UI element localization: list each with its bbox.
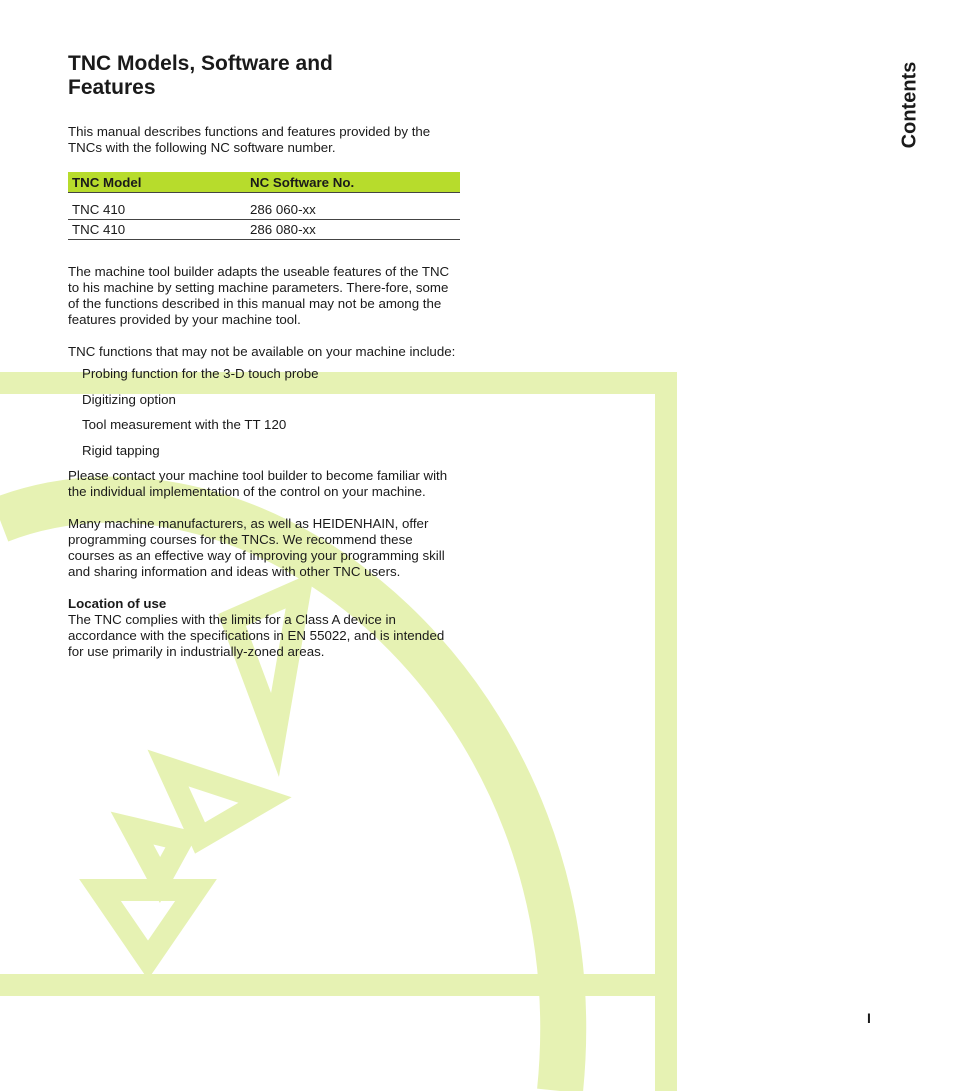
list-item: Tool measurement with the TT 120 bbox=[82, 417, 287, 432]
intro-paragraph: This manual describes functions and features provided by the TNCs with the following NC software number. bbox=[68, 124, 431, 155]
location-heading: Location of use bbox=[68, 596, 167, 611]
table-cell-model: TNC 410 bbox=[68, 193, 246, 220]
page-title: TNC Models, Software and Features bbox=[68, 52, 333, 99]
page-number: I bbox=[867, 1010, 871, 1026]
functions-paragraph: TNC functions that may not be available on your machine include: bbox=[68, 344, 456, 359]
table-cell-software: 286 060-xx bbox=[246, 193, 460, 220]
main-content bbox=[68, 52, 460, 676]
side-tab-label: Contents bbox=[898, 61, 921, 149]
list-item: Digitizing option bbox=[82, 391, 176, 407]
builder-paragraph: The machine tool builder adapts the useable features of the TNC to his machine by setting machine parameters. There-fore, some of the functions described in this manual may not be among the features provided by your machine tool. bbox=[68, 264, 450, 327]
list-item: Rigid tapping bbox=[82, 442, 160, 458]
list-item: Probing function for the 3-D touch probe bbox=[82, 366, 319, 381]
feature-list bbox=[68, 366, 460, 459]
location-paragraph: The TNC complies with the limits for a Class A device in accordance with the specifications in EN 55022, and is intended for use primarily in industrially-zoned areas. bbox=[68, 612, 445, 659]
contents-side-tab bbox=[897, 50, 923, 160]
table-cell-model: TNC 410 bbox=[68, 220, 246, 240]
courses-paragraph: Many machine manufacturers, as well as HEIDENHAIN, offer programming courses for the TNCs. We recommend these courses as an effective way of improving your programming skill and sharing information and ideas with other TNC users. bbox=[68, 516, 445, 579]
table-header-model: TNC Model bbox=[68, 172, 246, 193]
table-row bbox=[68, 220, 460, 240]
table-header-row bbox=[68, 172, 460, 193]
table-cell-software: 286 080-xx bbox=[246, 220, 460, 240]
table-header-software: NC Software No. bbox=[246, 172, 460, 193]
contact-paragraph: Please contact your machine tool builder to become familiar with the individual implementation of the control on your machine. bbox=[68, 468, 448, 499]
tnc-model-table bbox=[68, 172, 460, 240]
table-row bbox=[68, 193, 460, 220]
